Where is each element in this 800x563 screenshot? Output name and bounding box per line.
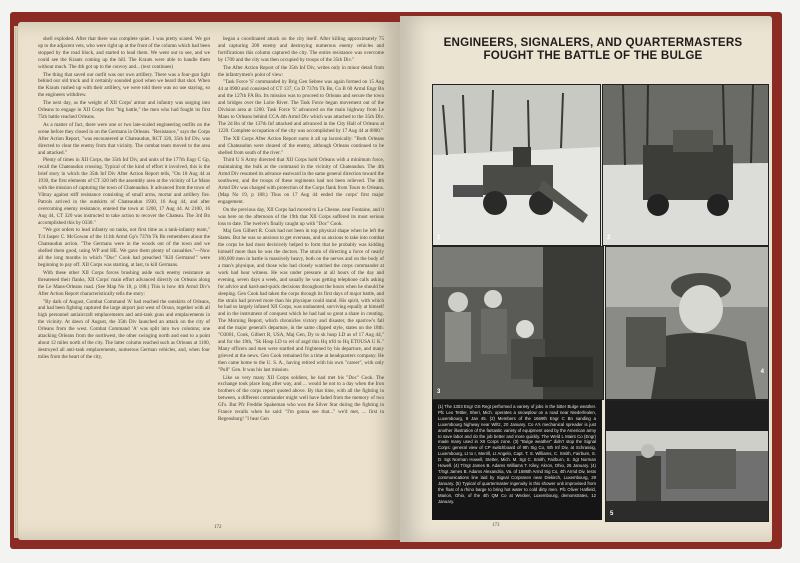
paragraph: "By dark of August, Combat Command 'A' had reached the outskirts of Orleans, and had been fighting captured the large airport just west of Orson, together with all high personnel antiaircraft emplacements and anti-tank guns and emplacements in the vicinity. At dawn of August, the 35th Div launched an attack on the city of Orleans from the west. Combat Command 'A' was split into two columns; one attacking Orleans from the northwest, the other swinging north and east to a point about 12 miles north of the city. The latter column reached such as Orleans at 1100, destroyed all anti-tank emplacements, numerous German vehicles, and, when four miles from the heart of the city,: [38, 298, 210, 360]
page-number-right: 173: [492, 523, 500, 528]
photo-number: 4: [760, 369, 764, 375]
paragraph: The After Action Report of the 35th Inf Div, writes only in minor detail from the infantrymen's point of view:: [218, 64, 384, 78]
photo-switchboard: [432, 246, 604, 400]
paragraph: With these other XII Corps forces brushing aside such enemy resistance as threatened their flanks, XII Corps' main effort advanced directly on Orleans along the Le Mans-Orleans road. (See Map No 18, p 188.) This is how 4th Armd Div's After Action Report characteristically tells the story:: [38, 269, 210, 297]
photo-number: 1: [437, 235, 441, 241]
paragraph: The next day, as the weight of XII Corps' armor and infantry was surging into Orleans to engage in XII Corps first "big battle," the men who had fought its first 75th battle reached Orleans.: [38, 100, 210, 120]
paragraph: The XII Corps After Action Report sums it all up laconically: "Both Orleans and Chateaudun were cleared of the enemy, although Orleans continued to be shelled from south of the river.": [218, 135, 384, 156]
photo-caption: (1) The 1303 Engr GS Regt performed a variety of jobs in the bitter Bulge weather. Pfc Leo Tettler, Sheri, Mich. operates a snowplow on a road near Niederfeulen, Luxembourg, 8 Jan 45. (2) Members of the 1669th Engr C Bn sanding a Luxembourg highway near Wiltz, 20 January. Co A's mechanical spreader is just another illustration of the fantastic variety of equipment used by the American army to save labor and do the job better and more quickly. The Weld L Maint Co (Engr) made many used in XII Corps zone. (3) "Bulge weather" didn't stop the Signal Corps: general view of CP switchboard of 9th Sig Co, 5th Inf Div, at Schrassig, Luxembourg, Lt to r, Merrill, Lt Angelo, Capt. T. S. Williams, C. Smith, Fairburn, S. D. Sgt Norman Howell, Stetter, Mich. M. Sgt C. Smith, Fairburn, S. Sgt Norman Howell. (4) T/Sgt James B. Adams Williams T. Kiley, Akron, Ohio, 26 January. (4) T/Sgt James B. Adams Alexandria, Va. of 1686th Armd Sig Co, 4th Armd Div, tests communications line laid by Signal Corpsmen near Diekirch, Luxembourg, 29 January. (5) Typical of quartermaster ingenuity is this shower unit improvised from the float of a rhino barge to bring hot water to cold dirty men. Pfc Oliver Hatfield, Marion, Ohio, of the 4th QM Co at Wecker, Luxembourg, demonstrates, 12 January.: [432, 400, 602, 520]
photo-number: 3: [437, 389, 441, 395]
photo-signalman-portrait: [605, 246, 769, 400]
photo-number: 5: [610, 511, 614, 517]
paragraph: As a matter of fact, there were one or two late-scaled engineering outfits on the scene before they closed in on the Germans in Orleans. "Resistance," says the Corps After Action Report, "was encountered at Chateaudun, RCT 320, 35th Inf Div, was directed to clear the enemy from that vicinity. The combat team moved to the area and attacked.": [38, 121, 210, 156]
photo-spreader-truck: [602, 84, 769, 246]
photo-number: 2: [607, 235, 611, 241]
paragraph: "We got orders to lead infantry on tanks, not first time as a tank-infantry team," T/4 Jasper C. McGowan of the 111th Armd Gp's 737th Tk Bn remembers about the Chateaudun action. "The Germans were in the woods out of the town and we shelled them good, using WP and HE. We gave them plenty of casualties."—Now all the long months in which "Doc" Cook had preached "Kill Germans!" were beginning to pay off. XII Corps was starting, at last, to kill Germans.: [38, 227, 210, 268]
left-page-column-2: [218, 36, 384, 424]
paragraph: On the previous day, XII Corps had moved to La Chesne, near Fontaine, and it was here on the afternoon of the 19th that XII Corps suffered its most serious loss to date. The twelve's finally caught up with "Doc" Cook.: [218, 206, 384, 227]
paragraph: Third U S Army directed that XII Corps hold Orleans with a minimum force, maintaining the bulk at the command in the vicinity of Chateaudun. The 4th Armd Div resumed its advance eastward in the same general direction toward the southwest, and the troops of these regiments had not been relieved. The 4th Armd Div was charged with protection of the Corps flank from Tours to Orleans. (Map No 19, p 188.) Thus on 17 Aug 44 ended the corps' first major engagement.: [218, 157, 384, 205]
paragraph: "Task Force 'S' commanded by Brig Gen Sebree was again formed on 15 Aug 44 at 0900 and consisted of CT 137, Co D 737th Tk Bn, Co B 60 Armd Engr Bn and the 127th FA Bn. Its mission was to proceed to Orleans and secure the town and bridges over the Loire River. The Task Force began movement out of the Division area at 1200. Task Force 'S' advanced on the main highway from Le Mans to Orleans behind CCA 4th Armd Div which was attached to the 35th Div. The 2d Bn of the 137th Inf attacked and advanced in the City Hall of Orleans at 1220. Complete occupation of the city was accomplished by 17 Aug 44 at 0800.": [218, 79, 384, 134]
left-page: [18, 22, 400, 540]
paragraph: The thing that saved our outfit was our own artillery. There was a four-gun light behind our old truck and it certainly sounded good when we heard that shot. When the Krauts rushed up with their artillery, we were told there was no use staying, so the engineers withdrew.: [38, 71, 210, 99]
right-page: [400, 16, 772, 542]
paragraph: Like so very many XII Corps soldiers, he had met his "Doc" Cook. The exchange took place long after way, and ... would he not to a day when the Iron brothers of the corps report quoted above. By that time, with all the fighting in between, a different commander might well have faded from the memory of two GI's. But Pfc Freddie Spakeman who won the Silver Star during the fighting in France recalls when he said: "I'm gonna see that..." we'd met, ... first in Regensburg! "I hear Gen: [218, 374, 384, 422]
paragraph: Maj Gen Gilbert R. Cook had not been in top physical shape when he left the States. But he was so anxious to get overseas, and so anxious to take into combat the corps he had most decisively helped to form that he probably was kidding himself more than he was the doctors. The strain of directing a force of nearly 100,000 men in battle is massively heavy, both on the nerves and on the body of a man's physique, and those who had closely watched the corps commander at work had hear witness. He was under pressure at all hours of the day and evening, seven days a week, and usually he was getting telephone calls asking for advice and hard-and-quick decisions throughout the hours when he should be sleeping. Gen Cook had taken the corps through its first days of major battle, and the strain had proved more than his physique could stand. His spirit, with which he had so largely infused XII Corps, was undaunted, surviving equally at himself and in the instrument of conquest which he had had so great a share in creating. The Morning Report, which chronicles victory and disaster, the sparrow's fall and the major general's departure, in the same clipped style, states on the 18th: "O3001, Cook, Gilbert R, USA, Maj Gen, Dy to sk hosp LD as of 17 Aug 44," and for the 19th, "Sk Hosp LD to rel of asgd this Hq trfd to Hq ETOUSA U K." Many officers and men were startled and frightened by his departure, and many grieved at the news. Gen Cook remained for a time at headquarters company. He then came home to the U. S. A., having retired with his own "career", with only "Pull" Gen. It was his last mission.: [218, 228, 384, 373]
photo-snowplow: [432, 84, 601, 246]
page-title: ENGINEERS, SIGNALERS, AND QUARTERMASTERS FOUGHT THE BATTLE OF THE BULGE: [443, 36, 743, 62]
paragraph: began a coordinated attack on the city itself. After killing approximately 75 and capturing 200 enemy and destroying numerous enemy vehicles and fortifications this column captured the city. The entire resistance was overcome by 1700 and the city was then occupied by troops of the 35th Div.": [218, 36, 384, 63]
photo-shower-unit: [605, 400, 769, 522]
left-page-column-1: [38, 36, 210, 362]
paragraph: Plenty of times in XII Corps, the 35th Inf Div, and units of the 177th Engr C Gp, recall the Chateaudun crossing. Typical of the kind of effort it involved, this is the brief story in which the 35th Inf Div After Action Report tells, "On 18 Aug 44 at 1930, the first elements of CT 320 left the assembly area at the vicinity of Le Mans with the mission of capturing the town of Chateaudun. It advanced from the town of Vibray against stiff resistance consisting of small arms, mortar and artillery fire. Patrols arrived in the outskirts of Chateaudun 1930, 16 Aug 44, and after overcoming enemy resistance, entered the town at 1200, 17 Aug 44. At 2100, 16 Aug 44, CT 320 was instructed to take action to recover the Chateau. The 3rd Bn accomplished this by 0330.": [38, 157, 210, 226]
page-number-left: 172: [214, 525, 222, 530]
paragraph: shell exploded. After that there was complete quiet. I was pretty scared. We got up to the adjacent vets, who were right up at the front of the column which had been stopped by the road block, and started to lead them. We went out to see, and we could see the Krauts coming up the hill. The Krauts were able to handle them without much. The 4th got up to the convoy and... (text continues): [38, 36, 210, 70]
